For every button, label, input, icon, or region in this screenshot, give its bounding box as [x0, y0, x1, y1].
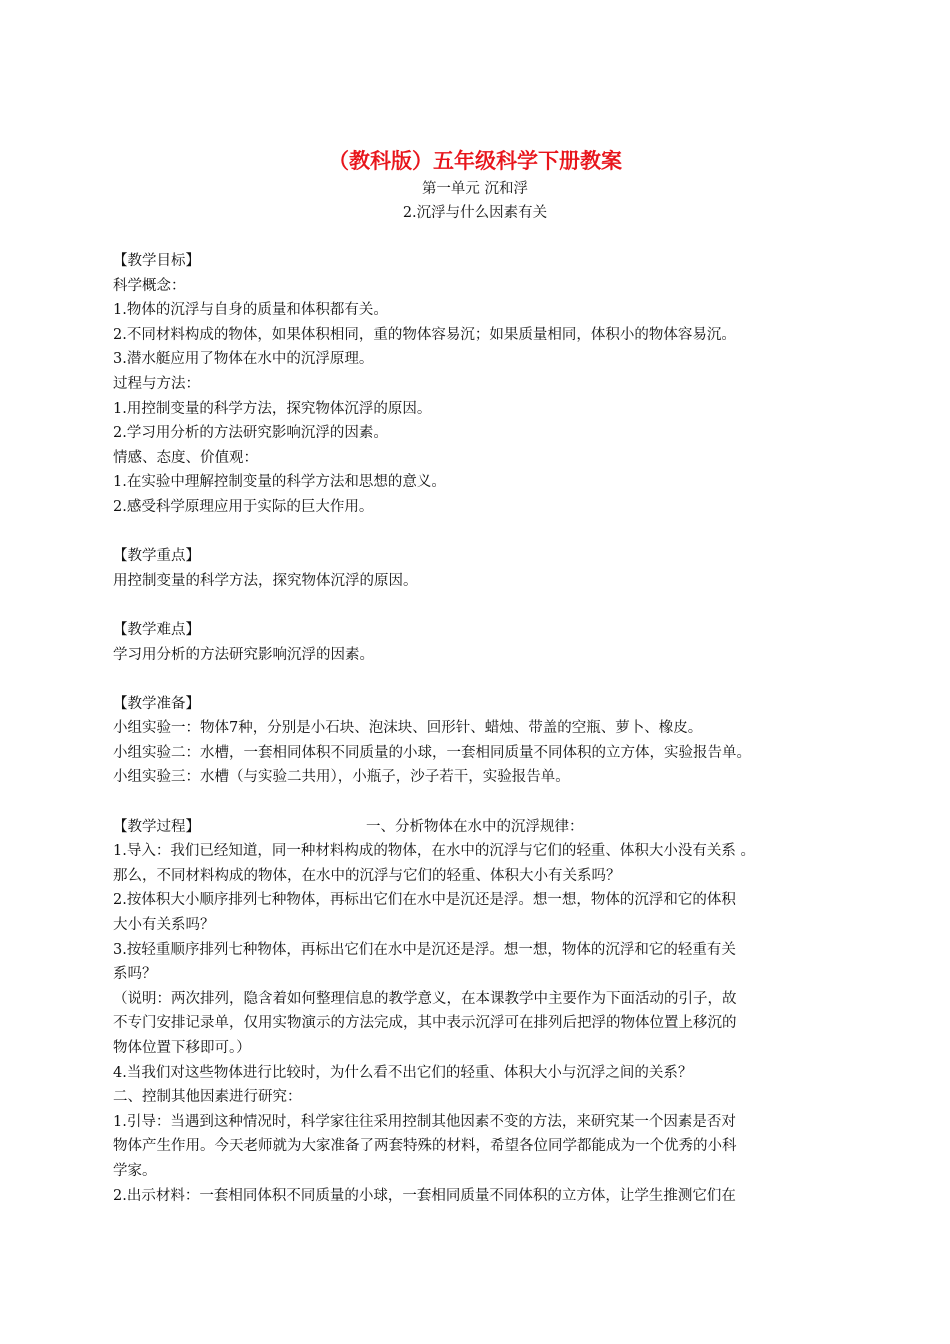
process-method-label: 过程与方法：: [113, 375, 200, 392]
process-line: 学家。: [113, 1162, 157, 1179]
difficulty-heading: 【教学难点】: [113, 621, 200, 638]
process-method-item: 2.学习用分析的方法研究影响沉浮的因素。: [113, 425, 388, 442]
section-two-title: 二、控制其他因素进行研究：: [113, 1089, 302, 1106]
process-line: 大小有关系吗？: [113, 917, 215, 934]
process-line: 4.当我们对这些物体进行比较时，为什么看不出它们的轻重、体积大小与沉浮之间的关系？: [113, 1064, 693, 1081]
preparation-item: 小组实验一：物体7种，分别是小石块、泡沫块、回形针、蜡烛、带盖的空瓶、萝卜、橡皮。: [113, 720, 703, 737]
difficulty-text: 学习用分析的方法研究影响沉浮的因素。: [113, 646, 374, 663]
process-line: 1.导入：我们已经知道，同一种材料构成的物体，在水中的沉浮与它们的轻重、体积大小没有关系 。: [113, 843, 755, 860]
process-line: 2.出示材料：一套相同体积不同质量的小球，一套相同质量不同体积的立方体，让学生推测它们在: [113, 1187, 736, 1204]
lesson-title: 2.沉浮与什么因素有关: [402, 205, 548, 221]
emotion-label: 情感、态度、价值观：: [113, 449, 258, 466]
process-method-item: 1.用控制变量的科学方法，探究物体沉浮的原因。: [113, 400, 432, 417]
emotion-item: 2.感受科学原理应用于实际的巨大作用。: [113, 498, 374, 515]
emotion-item: 1.在实验中理解控制变量的科学方法和思想的意义。: [113, 474, 446, 491]
process-line: 不专门安排记录单，仅用实物演示的方法完成，其中表示沉浮可在排列后把浮的物体位置上移沉的: [113, 1015, 737, 1032]
preparation-heading: 【教学准备】: [113, 695, 200, 712]
concept-item: 3.潜水艇应用了物体在水中的沉浮原理。: [113, 351, 374, 368]
process-line: 物体位置下移即可。）: [113, 1040, 251, 1056]
process-line: 系吗？: [113, 966, 157, 983]
process-line: 2.按体积大小顺序排列七种物体，再标出它们在水中是沉还是浮。想一想，物体的沉浮和它的体积: [113, 892, 736, 909]
concept-item: 2.不同材料构成的物体，如果体积相同，重的物体容易沉；如果质量相同，体积小的物体容易沉。: [113, 326, 736, 343]
document-body: [113, 249, 843, 1208]
document-title: （教科版）五年级科学下册教案: [328, 149, 622, 173]
unit-title: 第一单元 沉和浮: [421, 181, 529, 197]
process-line: （说明：两次排列，隐含着如何整理信息的教学意义，在本课教学中主要作为下面活动的引子，故: [113, 990, 737, 1007]
concept-item: 1.物体的沉浮与自身的质量和体积都有关。: [113, 302, 388, 319]
section-one-title: 一、分析物体在水中的沉浮规律：: [366, 818, 584, 835]
process-line: 3.按轻重顺序排列七种物体，再标出它们在水中是沉还是浮。想一想，物体的沉浮和它的轻重有关: [113, 941, 736, 958]
key-point-text: 用控制变量的科学方法，探究物体沉浮的原因。: [113, 572, 418, 589]
goals-heading: 【教学目标】: [113, 253, 200, 269]
process-line: 那么，不同材料构成的物体，在水中的沉浮与它们的轻重、体积大小有关系吗？: [113, 867, 621, 884]
process-line: 1.引导：当遇到这种情况时，科学家往往采用控制其他因素不变的方法，来研究某一个因素是否对: [113, 1113, 736, 1130]
concept-label: 科学概念：: [113, 277, 186, 294]
preparation-item: 小组实验三：水槽（与实验二共用），小瓶子，沙子若干，实验报告单。: [113, 769, 570, 786]
process-line: 物体产生作用。今天老师就为大家准备了两套特殊的材料，希望各位同学都能成为一个优秀的小科: [113, 1138, 737, 1155]
process-heading-row: [113, 815, 843, 840]
preparation-item: 小组实验二：水槽，一套相同体积不同质量的小球，一套相同质量不同体积的立方体，实验报告单。: [113, 744, 751, 761]
process-heading: 【教学过程】: [113, 818, 200, 835]
key-point-heading: 【教学重点】: [113, 548, 200, 565]
